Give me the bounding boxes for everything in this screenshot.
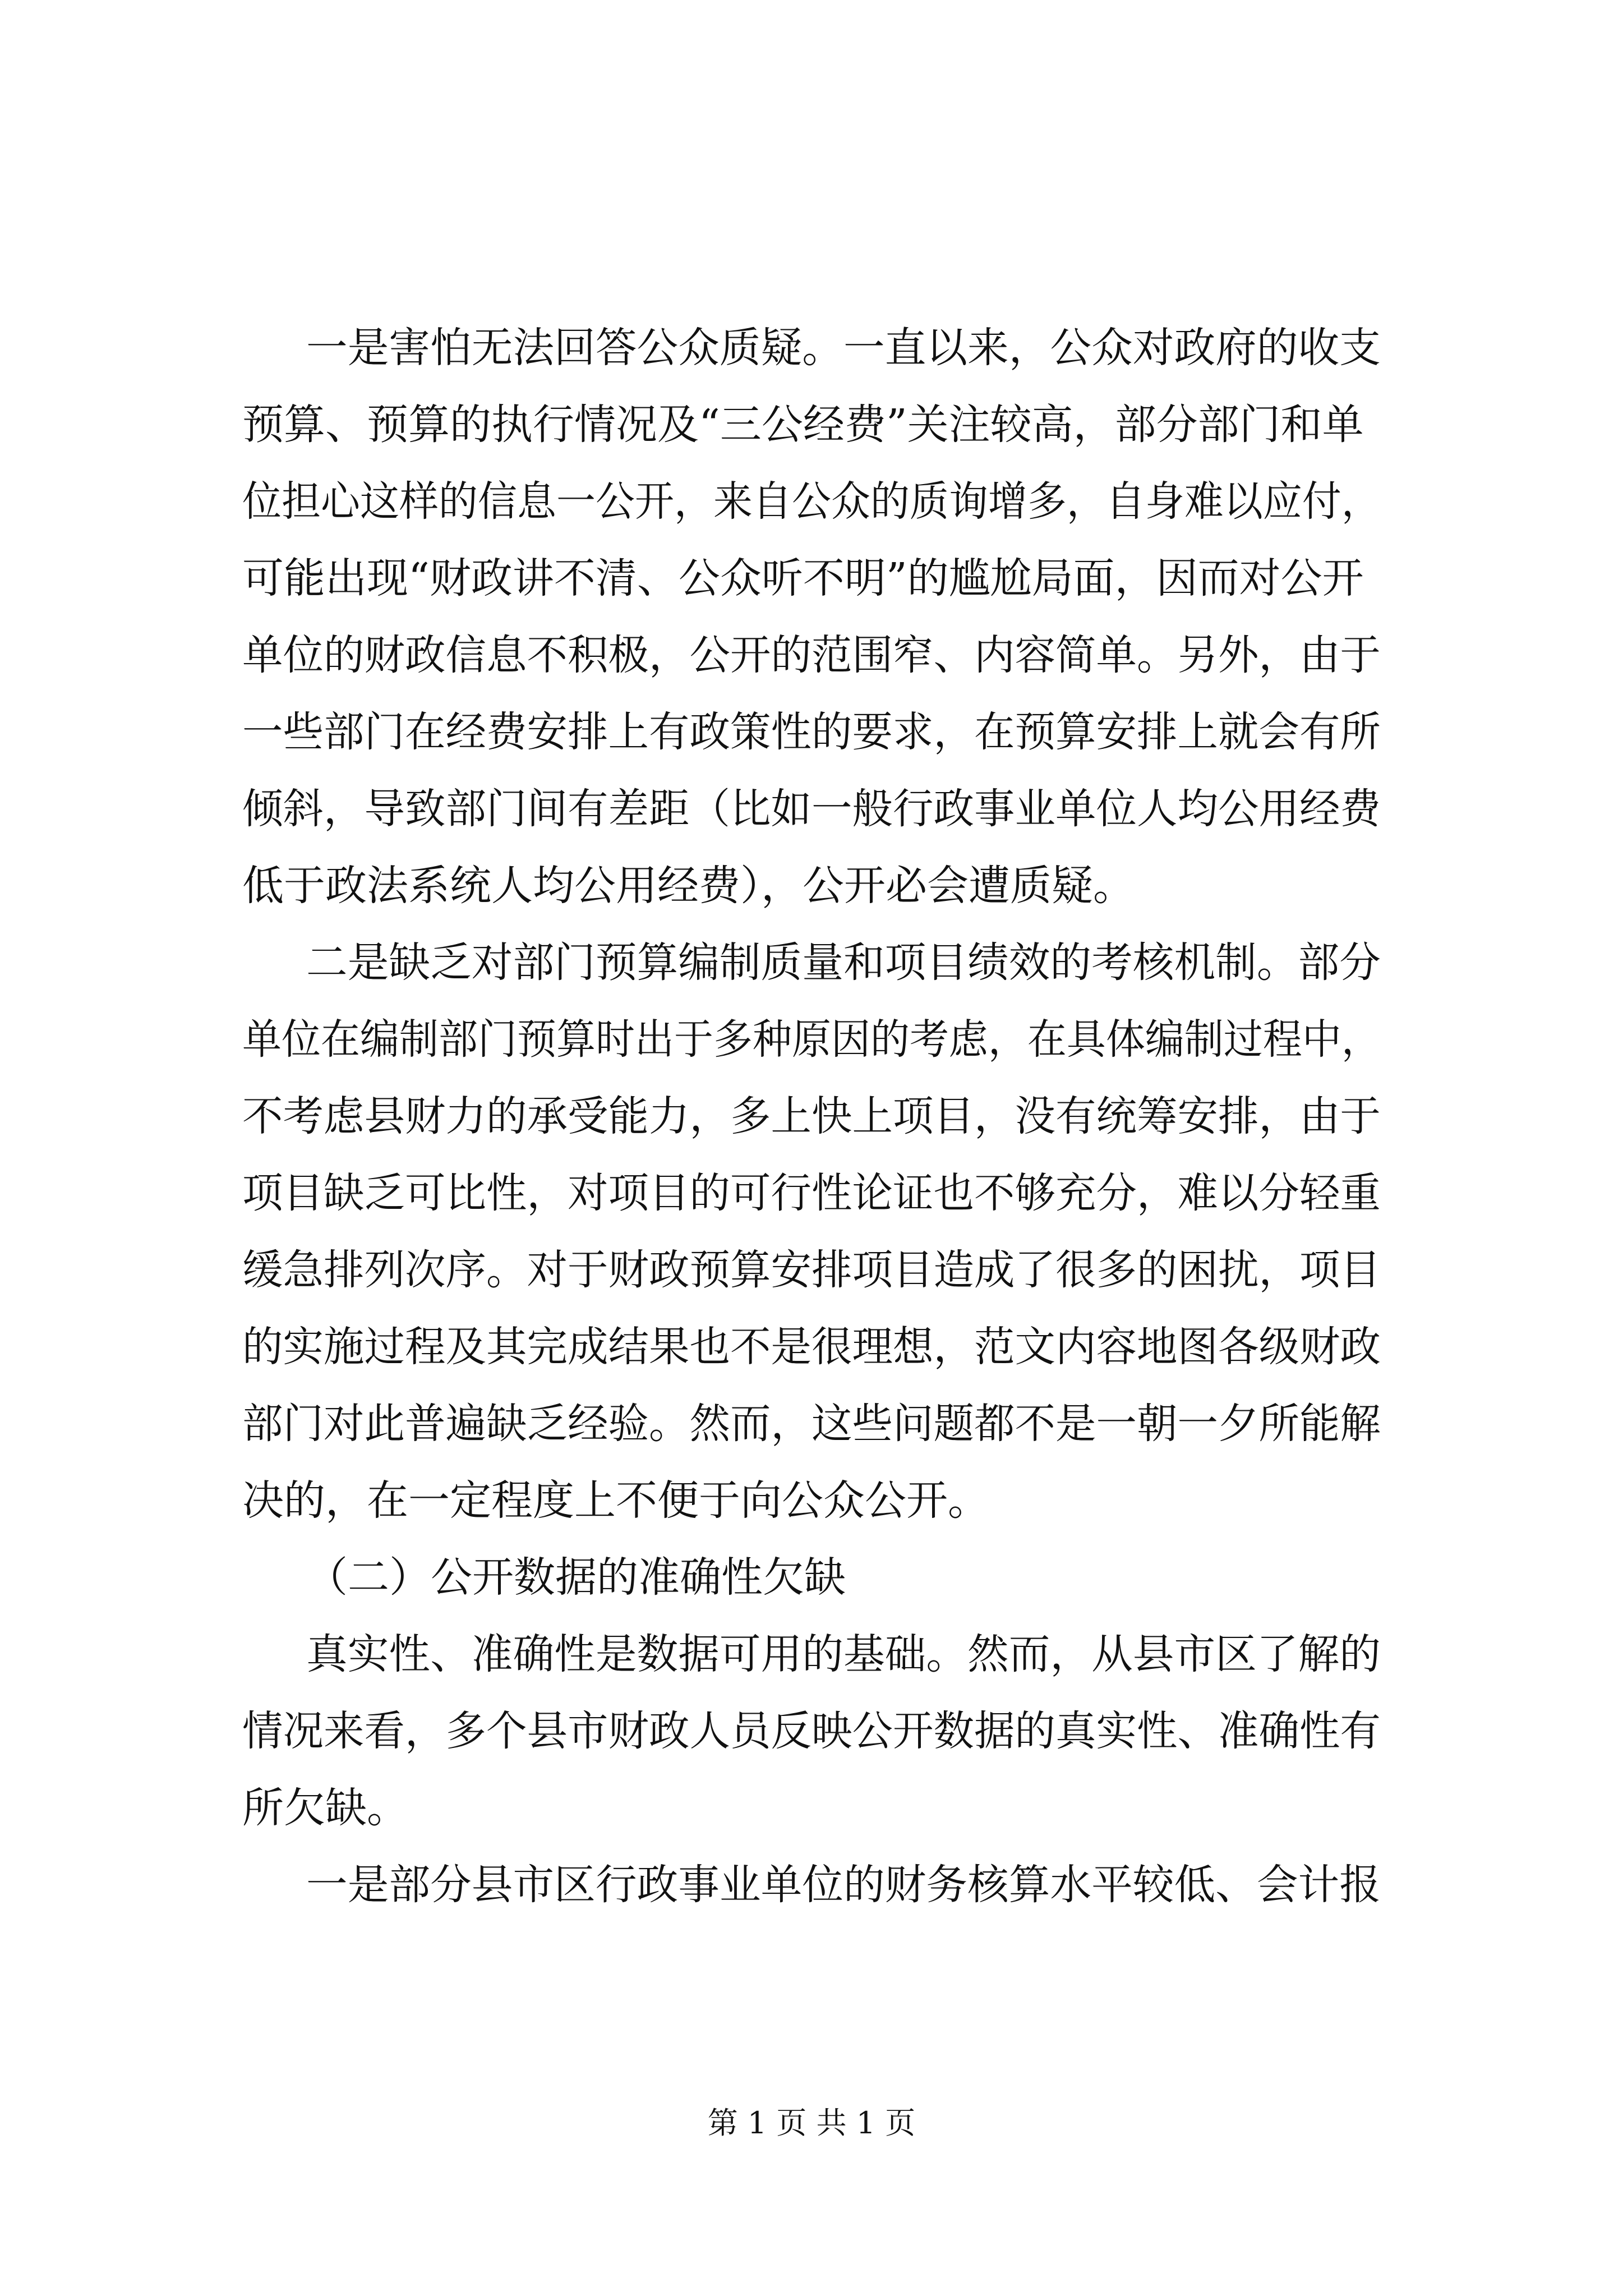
line-text: 位担心这样的信息一公开，来自公众的质询增多，自身难以应付， [242, 477, 1381, 526]
text-line [0, 852, 1623, 919]
text-line [0, 1621, 1623, 1688]
text-line [0, 314, 1623, 381]
text-line [0, 929, 1623, 996]
line-text: 单位的财政信息不积极，公开的范围窄、内容简单。另外，由于 [242, 631, 1381, 679]
text-line [0, 468, 1623, 535]
line-text: 项目缺乏可比性，对项目的可行性论证也不够充分，难以分轻重 [242, 1169, 1381, 1217]
line-text: 一是害怕无法回答公众质疑。一直以来，公众对政府的收支 [306, 324, 1381, 372]
line-text: 所欠缺。 [242, 1784, 408, 1832]
text-line [0, 1236, 1623, 1304]
text-line [0, 698, 1623, 766]
line-text: 缓急排列次序。对于财政预算安排项目造成了很多的困扰，项目 [242, 1246, 1381, 1294]
text-line [0, 622, 1623, 689]
line-text: 可能出现“财政讲不清、公众听不明”的尴尬局面，因而对公开 [242, 554, 1364, 602]
line-text: 一是部分县市区行政事业单位的财务核算水平较低、会计报 [306, 1861, 1381, 1909]
line-text: 部门对此普遍缺乏经验。然而，这些问题都不是一朝一夕所能解 [242, 1400, 1381, 1448]
text-line [0, 1083, 1623, 1150]
text-line [0, 1006, 1623, 1073]
line-text: 二是缺乏对部门预算编制质量和项目绩效的考核机制。部分 [306, 938, 1381, 987]
line-text: 预算、预算的执行情况及“三公经费”关注较高，部分部门和单 [242, 401, 1364, 449]
text-line [0, 775, 1623, 843]
line-text: （二）公开数据的准确性欠缺 [306, 1553, 846, 1602]
page-number-label: 第 1 页 共 1 页 [707, 2105, 916, 2141]
line-text: 一些部门在经费安排上有政策性的要求，在预算安排上就会有所 [242, 708, 1381, 756]
text-line [0, 391, 1623, 458]
line-text: 不考虑县财力的承受能力，多上快上项目，没有统筹安排，由于 [242, 1092, 1381, 1140]
line-text: 低于政法系统人均公用经费），公开必会遭质疑。 [242, 862, 1135, 910]
text-line [0, 1313, 1623, 1381]
line-text: 倾斜，导致部门间有差距（比如一般行政事业单位人均公用经费 [242, 785, 1381, 833]
text-line [0, 1390, 1623, 1457]
line-text: 单位在编制部门预算时出于多种原因的考虑，在具体编制过程中， [242, 1015, 1381, 1064]
page-footer [0, 2101, 1623, 2146]
text-line [0, 1467, 1623, 1534]
line-text: 的实施过程及其完成结果也不是很理想，范文内容地图各级财政 [242, 1323, 1381, 1371]
text-line [0, 545, 1623, 612]
line-text: 情况来看，多个县市财政人员反映公开数据的真实性、准确性有 [242, 1707, 1381, 1755]
section-heading [0, 1544, 1623, 1611]
text-line [0, 1851, 1623, 1918]
text-line [0, 1159, 1623, 1227]
text-line [0, 1774, 1623, 1842]
line-text: 真实性、准确性是数据可用的基础。然而，从县市区了解的 [306, 1630, 1381, 1678]
text-line [0, 1697, 1623, 1765]
line-text: 决的，在一定程度上不便于向公众公开。 [242, 1476, 989, 1525]
